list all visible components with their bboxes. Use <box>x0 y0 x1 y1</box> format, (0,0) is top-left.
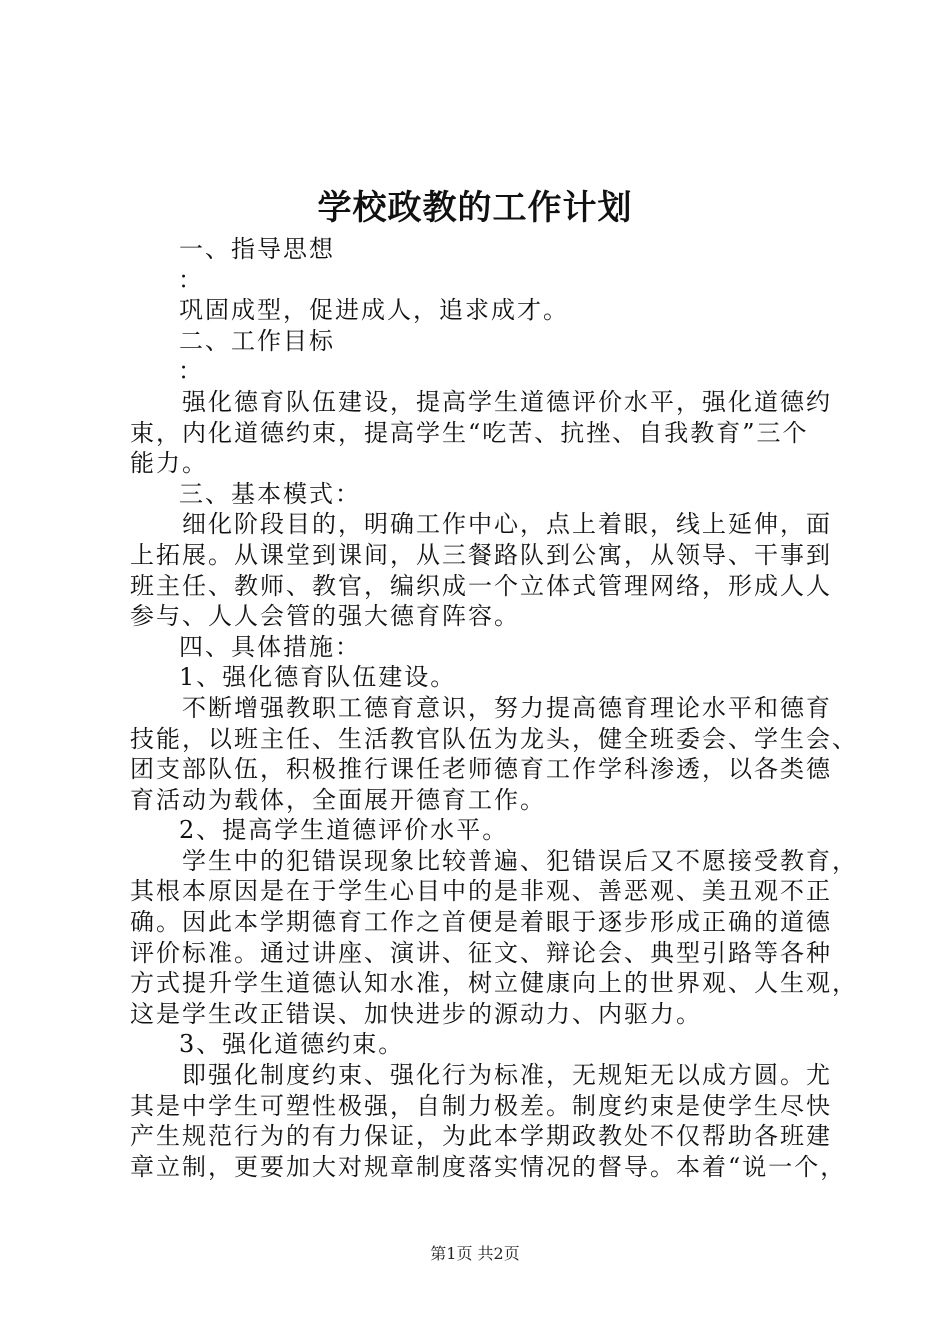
body-line: 2、提高学生道德评价水平。 <box>179 816 509 845</box>
body-line: 其根本原因是在于学生心目中的是非观、善恶观、美丑观不正 <box>130 877 832 906</box>
body-line: 不断增强教职工德育意识，努力提高德育理论水平和德育 <box>182 693 832 722</box>
document-title: 学校政教的工作计划 <box>317 188 633 228</box>
body-line: 三、基本模式： <box>179 479 361 508</box>
body-line: 育活动为载体，全面展开德育工作。 <box>130 785 546 814</box>
body-line: 强化德育队伍建设，提高学生道德评价水平，强化道德约 <box>182 387 832 416</box>
body-line: 团支部队伍，积极推行课任老师德育工作学科渗透，以各类德 <box>130 755 832 784</box>
body-line: 细化阶段目的，明确工作中心，点上着眼，线上延伸，面 <box>182 510 832 539</box>
body-line: 方式提升学生道德认知水准，树立健康向上的世界观、人生观， <box>130 969 858 998</box>
body-line: 一、指导思想 <box>179 235 335 263</box>
body-line: 上拓展。从课堂到课间，从三餐路队到公寓，从领导、干事到 <box>130 540 832 569</box>
body-line: 学生中的犯错误现象比较普遍、犯错误后又不愿接受教育， <box>182 846 858 875</box>
body-line: 3、强化道德约束。 <box>179 1030 405 1059</box>
body-line: ： <box>178 357 204 386</box>
body-line: 技能，以班主任、生活教官队伍为龙头，健全班委会、学生会、 <box>130 724 858 753</box>
body-line: 其是中学生可塑性极强，自制力极差。制度约束是使学生尽快 <box>130 1091 832 1120</box>
body-line: 巩固成型，促进成人，追求成才。 <box>179 296 569 325</box>
body-line: 能力。 <box>130 449 208 478</box>
body-line: 评价标准。通过讲座、演讲、征文、辩论会、典型引路等各种 <box>130 938 832 967</box>
page-footer: 第1页 共2页 <box>430 1244 520 1263</box>
body-line: 四、具体措施： <box>179 632 361 661</box>
body-line: ： <box>178 265 204 294</box>
body-line: 这是学生改正错误、加快进步的源动力、内驱力。 <box>130 999 702 1028</box>
body-line: 章立制，更要加大对规章制度落实情况的督导。本着“说一个， <box>130 1152 847 1181</box>
document-body <box>130 234 858 1182</box>
body-line: 产生规范行为的有力保证，为此本学期政教处不仅帮助各班建 <box>130 1122 832 1151</box>
body-line: 二、工作目标 <box>179 326 335 355</box>
body-line: 参与、人人会管的强大德育阵容。 <box>130 602 520 631</box>
body-line: 1、强化德育队伍建设。 <box>179 663 457 692</box>
body-line: 确。因此本学期德育工作之首便是着眼于逐步形成正确的道德 <box>130 908 832 937</box>
body-line: 即强化制度约束、强化行为标准，无规矩无以成方圆。尤 <box>182 1061 832 1090</box>
body-line: 束，内化道德约束，提高学生“吃苦、抗挫、自我教育”三个 <box>130 418 809 447</box>
body-line: 班主任、教师、教官，编织成一个立体式管理网络，形成人人 <box>130 571 832 600</box>
